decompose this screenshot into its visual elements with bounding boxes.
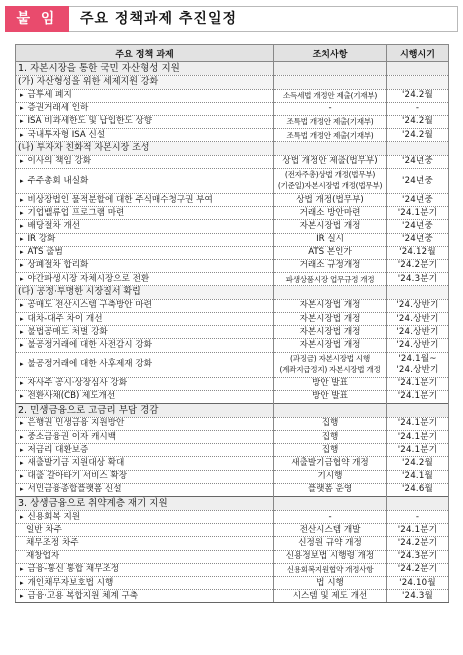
task-text: 일반 차주 [26, 524, 62, 535]
timing-text: '24.2월 [402, 90, 433, 101]
table-row [16, 233, 449, 246]
table-row [16, 207, 449, 220]
timing-text: '24.2월 [402, 129, 433, 140]
task-text: (다) 공정·투명한 시장질서 확립 [18, 287, 141, 297]
timing-cell [387, 390, 449, 403]
action-cell [274, 483, 387, 496]
timing-text: '24.1분기 [397, 431, 438, 442]
category-row [16, 403, 449, 417]
action-text: 방안 발표 [312, 391, 348, 402]
subcategory-row [16, 142, 449, 156]
task-text: 대출 갈아타기 서비스 확장 [27, 471, 128, 482]
task-cell [16, 537, 274, 550]
table-row [16, 129, 449, 142]
timing-text: - [415, 103, 420, 114]
action-cell [274, 246, 387, 259]
action-text: 신용정보법 시행령 개정 [285, 551, 375, 562]
task-cell [16, 246, 274, 259]
task-cell [16, 470, 274, 483]
attachment-badge: 붙 임 [5, 6, 69, 32]
timing-text: '24.3분기 [397, 551, 438, 562]
table-row [16, 550, 449, 563]
action-text: (전자주총)상법 개정(법무부) [284, 170, 376, 180]
action-cell [274, 339, 387, 352]
task-text: (나) 투자자 친화적 자본시장 조성 [18, 143, 150, 153]
action-cell [274, 352, 387, 377]
col-header-timing: 시행시기 [387, 45, 449, 62]
action-text: 자본시장법 개정 [299, 339, 361, 350]
task-cell [16, 457, 274, 470]
task-cell [16, 326, 274, 339]
task-text: 배당절차 개선 [27, 220, 81, 231]
action-cell [274, 76, 387, 90]
timing-text: '24.3월 [402, 590, 433, 601]
task-cell [16, 352, 274, 377]
task-text: 국내투자형 ISA 신설 [27, 129, 106, 140]
action-text: ATS 본인가 [308, 247, 352, 258]
action-cell [274, 576, 387, 589]
action-text: 상법 개정안 제출(법무부) [282, 156, 378, 167]
timing-cell [387, 550, 449, 563]
timing-cell [387, 417, 449, 430]
action-text-2: (계좌지급정지) 자본시장법 개정 [279, 364, 381, 374]
task-text: 불공정거래에 대한 사후제재 강화 [27, 359, 152, 370]
category-row [16, 497, 449, 511]
timing-text: '24.1월~ [398, 354, 437, 364]
timing-text: '24.6월 [402, 484, 433, 495]
timing-text: '24.상반기 [396, 313, 439, 324]
action-text: - [328, 511, 332, 522]
timing-text: '24.2월 [402, 458, 433, 469]
table-row [16, 590, 449, 603]
timing-cell [387, 76, 449, 90]
table-row [16, 102, 449, 115]
action-cell [274, 312, 387, 325]
action-text: 자본시장법 개정 [299, 313, 361, 324]
table-row [16, 220, 449, 233]
timing-cell [387, 62, 449, 76]
timing-text: '24.상반기 [396, 339, 439, 350]
task-text: 증권거래세 인하 [27, 103, 89, 114]
action-text: 조특법 개정안 제출(기재부) [286, 130, 374, 140]
task-text: 기업밸류업 프로그램 마련 [27, 207, 125, 218]
action-cell [274, 390, 387, 403]
action-text: 법 시행 [316, 577, 344, 588]
table-row [16, 273, 449, 286]
task-cell [16, 220, 274, 233]
timing-cell [387, 246, 449, 259]
action-text-2: (기준일)자본시장법 개정(법무부) [277, 180, 383, 190]
action-text: 자본시장법 개정 [299, 326, 361, 337]
timing-cell [387, 207, 449, 220]
timing-cell [387, 220, 449, 233]
action-text: 시스템 및 제도 개선 [292, 590, 368, 601]
timing-cell [387, 377, 449, 390]
action-cell [274, 129, 387, 142]
action-cell [274, 497, 387, 511]
category-row [16, 62, 449, 76]
task-text: 전환사채(CB) 제도개선 [27, 391, 116, 402]
timing-cell [387, 511, 449, 524]
action-cell [274, 590, 387, 603]
task-cell [16, 89, 274, 102]
timing-cell [387, 326, 449, 339]
task-text: 채무조정 차주 [26, 537, 79, 548]
task-cell [16, 497, 274, 511]
action-cell [274, 417, 387, 430]
action-cell [274, 233, 387, 246]
action-cell [274, 457, 387, 470]
task-text: IR 강화 [27, 234, 56, 245]
timing-cell [387, 483, 449, 496]
timing-text: - [415, 511, 420, 522]
timing-text: '24.1분기 [397, 391, 438, 402]
task-cell [16, 193, 274, 206]
action-cell [274, 444, 387, 457]
action-text: 방안 발표 [312, 378, 348, 389]
task-cell [16, 444, 274, 457]
action-text: 신용회복지원협약 개정사항 [286, 565, 374, 575]
table-row [16, 524, 449, 537]
timing-cell [387, 142, 449, 156]
timing-text: '24년중 [402, 234, 433, 245]
action-cell [274, 207, 387, 220]
timing-cell [387, 89, 449, 102]
table-row [16, 470, 449, 483]
timing-cell [387, 155, 449, 168]
task-text: 상폐절차 합리화 [27, 260, 89, 271]
action-text: 조특법 개정안 제출(기재부) [286, 117, 374, 127]
timing-text: '24.상반기 [396, 300, 439, 311]
action-text: 거래소 방안마련 [299, 207, 361, 218]
action-cell [274, 142, 387, 156]
task-cell [16, 102, 274, 115]
subcategory-row [16, 286, 449, 300]
task-text: 주주총회 내실화 [27, 175, 89, 186]
action-text: 파생상품시장 업무규정 개정 [285, 274, 375, 284]
task-text: 자사주 공시·상장심사 강화 [27, 378, 128, 389]
action-cell [274, 563, 387, 576]
task-cell [16, 550, 274, 563]
action-text: 소득세법 개정안 제출(기재부) [283, 91, 377, 101]
action-cell [274, 273, 387, 286]
task-cell [16, 563, 274, 576]
timing-cell [387, 299, 449, 312]
table-row [16, 312, 449, 325]
action-text: 집행 [321, 444, 339, 455]
action-cell [274, 193, 387, 206]
table-row [16, 326, 449, 339]
action-cell [274, 286, 387, 300]
action-cell [274, 377, 387, 390]
action-text: 자본시장법 개정 [299, 220, 361, 231]
timing-cell [387, 563, 449, 576]
timing-text: '24.상반기 [396, 326, 439, 337]
action-cell [274, 115, 387, 128]
table-row [16, 352, 449, 377]
action-text: 자본시장법 개정 [299, 300, 361, 311]
timing-text: '24년중 [402, 220, 433, 231]
action-cell [274, 326, 387, 339]
policy-schedule-table [15, 44, 449, 603]
action-text: 전산시스템 개발 [299, 524, 361, 535]
task-cell [16, 129, 274, 142]
task-cell [16, 403, 274, 417]
task-cell [16, 76, 274, 90]
task-cell [16, 312, 274, 325]
timing-cell [387, 129, 449, 142]
table-row [16, 339, 449, 352]
task-cell [16, 524, 274, 537]
task-text: 3. 상생금융으로 취약계층 재기 지원 [18, 498, 168, 509]
action-text: IR 실시 [316, 234, 344, 245]
table-row [16, 431, 449, 444]
timing-text: '24년중 [402, 194, 433, 205]
table-body [16, 62, 449, 603]
timing-cell [387, 444, 449, 457]
task-text: 개인채무자보호법 시행 [27, 577, 114, 588]
timing-text: '24.1월 [402, 471, 433, 482]
timing-cell [387, 470, 449, 483]
task-text: 중소금융권 이자 캐시백 [27, 431, 116, 442]
task-text: 신용회복 지원 [27, 511, 81, 522]
task-text: 새출발기금 지원대상 확대 [27, 458, 125, 469]
action-cell [274, 155, 387, 168]
action-text: 플랫폼 운영 [307, 484, 353, 495]
task-text: 비상장법인 물적분할에 대한 주식매수청구권 부여 [27, 194, 213, 205]
action-cell [274, 168, 387, 193]
timing-cell [387, 403, 449, 417]
action-text: (과징금) 자본시장법 시행 [290, 354, 370, 363]
timing-cell [387, 102, 449, 115]
task-cell [16, 377, 274, 390]
timing-text: '24.2분기 [397, 564, 438, 575]
action-cell [274, 259, 387, 272]
table-row [16, 483, 449, 496]
table-row [16, 457, 449, 470]
action-text: 거래소 규정개정 [299, 260, 361, 271]
col-header-action: 조치사항 [274, 45, 387, 62]
table-row [16, 417, 449, 430]
timing-text: '24.2월 [402, 116, 433, 127]
timing-text: '24.10월 [399, 577, 436, 588]
task-text: 저금리 대환보증 [27, 444, 89, 455]
page-title: 주요 정책과제 추진일정 [80, 11, 237, 27]
action-cell [274, 220, 387, 233]
timing-text: '24.3분기 [397, 273, 438, 284]
table-row [16, 193, 449, 206]
timing-text: '24.1분기 [397, 418, 438, 429]
subcategory-row [16, 76, 449, 90]
task-cell [16, 142, 274, 156]
task-text: 공매도 전산시스템 구축방안 마련 [27, 300, 152, 311]
timing-text: '24.1분기 [397, 524, 438, 535]
timing-cell [387, 286, 449, 300]
action-text: 집행 [321, 418, 339, 429]
task-cell [16, 431, 274, 444]
action-cell [274, 470, 387, 483]
task-text: ISA 비과세한도 및 납입한도 상향 [27, 116, 153, 127]
table-row [16, 299, 449, 312]
task-cell [16, 233, 274, 246]
task-text: 불법공매도 처벌 강화 [27, 326, 108, 337]
task-text: 재창업자 [26, 551, 60, 562]
task-cell [16, 155, 274, 168]
action-cell [274, 89, 387, 102]
task-text: 금융·고용 복합지원 체계 구축 [27, 590, 139, 601]
task-text: 금융-통신 통합 채무조정 [27, 564, 120, 575]
action-cell [274, 403, 387, 417]
timing-cell [387, 259, 449, 272]
task-text: 야간파생시장 자체시장으로 전환 [27, 273, 150, 284]
task-cell [16, 273, 274, 286]
action-text: - [328, 103, 332, 114]
action-text: 상법 개정(법무부) [296, 194, 364, 205]
timing-cell [387, 168, 449, 193]
table-row [16, 246, 449, 259]
action-cell [274, 431, 387, 444]
table-header [16, 45, 449, 62]
timing-text: '24.1분기 [397, 378, 438, 389]
timing-text-2: '24.상반기 [396, 364, 439, 375]
action-cell [274, 511, 387, 524]
timing-text: '24.1분기 [397, 207, 438, 218]
timing-cell [387, 431, 449, 444]
task-cell [16, 259, 274, 272]
timing-cell [387, 576, 449, 589]
task-cell [16, 168, 274, 193]
timing-text: '24년중 [402, 156, 433, 167]
timing-text: '24.2분기 [397, 260, 438, 271]
task-cell [16, 286, 274, 300]
table-row [16, 537, 449, 550]
task-text: 은행권 민생금융 지원방안 [27, 418, 125, 429]
action-cell [274, 550, 387, 563]
action-text: 집행 [321, 431, 339, 442]
table-row [16, 259, 449, 272]
task-text: 2. 민생금융으로 고금리 부담 경감 [18, 404, 159, 416]
task-cell [16, 511, 274, 524]
task-text: 금투세 폐지 [27, 90, 72, 101]
task-text: 서민금융종합플랫폼 신설 [27, 484, 122, 495]
task-text: 이사의 책임 강화 [27, 156, 92, 167]
timing-cell [387, 497, 449, 511]
table-row [16, 511, 449, 524]
task-cell [16, 576, 274, 589]
col-header-task: 주요 정책 과제 [16, 45, 274, 62]
task-cell [16, 417, 274, 430]
task-text: (가) 자산형성을 위한 세제지원 강화 [18, 76, 159, 87]
timing-cell [387, 233, 449, 246]
table-row [16, 444, 449, 457]
task-cell [16, 62, 274, 76]
table-row [16, 377, 449, 390]
table-row [16, 576, 449, 589]
timing-text: '24년중 [402, 175, 433, 186]
timing-cell [387, 352, 449, 377]
task-cell [16, 590, 274, 603]
table-row [16, 155, 449, 168]
action-cell [274, 524, 387, 537]
task-cell [16, 339, 274, 352]
task-cell [16, 299, 274, 312]
timing-cell [387, 537, 449, 550]
timing-cell [387, 457, 449, 470]
timing-text: '24.2분기 [397, 537, 438, 548]
table-row [16, 115, 449, 128]
timing-cell [387, 339, 449, 352]
task-text: 1. 자본시장을 통한 국민 자산형성 지원 [18, 63, 180, 74]
task-text: 불공정거래에 대한 사전감시 강화 [27, 339, 152, 350]
table-row [16, 89, 449, 102]
timing-cell [387, 273, 449, 286]
action-cell [274, 102, 387, 115]
table-row [16, 563, 449, 576]
action-cell [274, 299, 387, 312]
timing-text: '24.12월 [399, 247, 436, 258]
task-text: ATS 출범 [27, 247, 63, 258]
action-text: 기시행 [317, 471, 343, 482]
task-text: 대차-대주 차이 개선 [27, 313, 103, 324]
task-cell [16, 207, 274, 220]
task-cell [16, 390, 274, 403]
timing-cell [387, 115, 449, 128]
task-cell [16, 483, 274, 496]
action-cell [274, 537, 387, 550]
task-cell [16, 115, 274, 128]
table-row [16, 390, 449, 403]
timing-cell [387, 193, 449, 206]
action-cell [274, 62, 387, 76]
timing-cell [387, 590, 449, 603]
timing-cell [387, 312, 449, 325]
timing-text: '24.1분기 [397, 444, 438, 455]
timing-cell [387, 524, 449, 537]
action-text: 신정원 규약 개정 [298, 537, 362, 548]
action-text: 새출발기금협약 개정 [291, 458, 369, 469]
table-row [16, 168, 449, 193]
